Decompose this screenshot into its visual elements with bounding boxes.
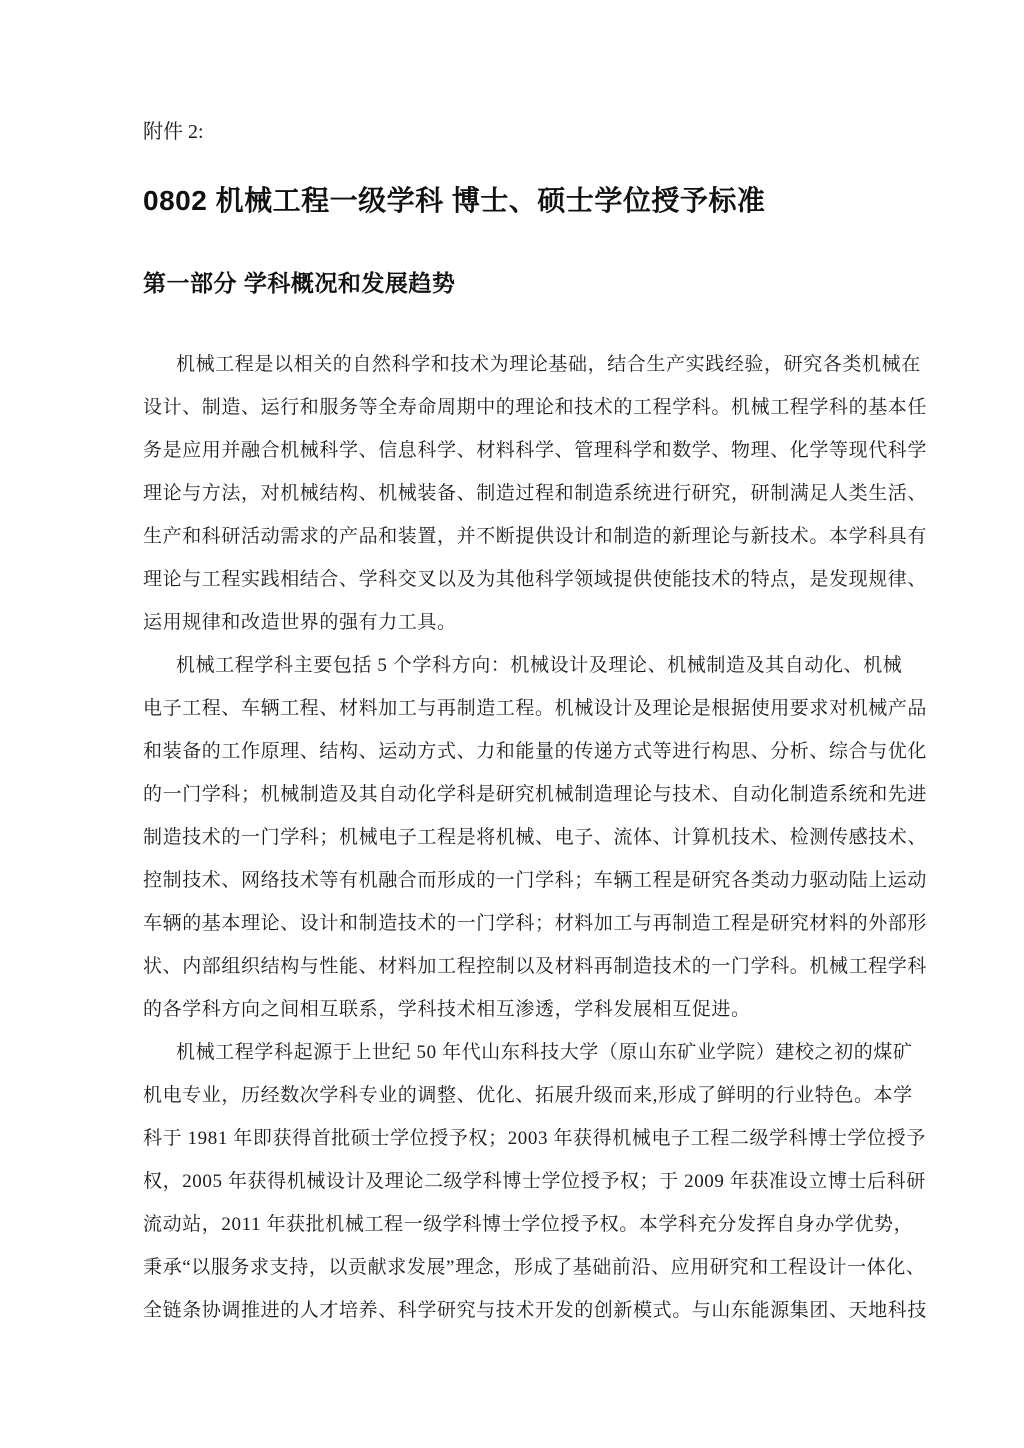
paragraph-line: 机械工程学科主要包括 5 个学科方向：机械设计及理论、机械制造及其自动化、机械 — [176, 655, 903, 676]
paragraph-line: 的一门学科；机械制造及其自动化学科是研究机械制造理论与技术、自动化制造系统和先进 — [143, 784, 928, 805]
attachment-label: 附件 2: — [143, 121, 204, 143]
section-heading: 第一部分 学科概况和发展趋势 — [143, 270, 456, 296]
paragraph-line: 车辆的基本理论、设计和制造技术的一门学科；材料加工与再制造工程是研究材料的外部形 — [143, 913, 928, 934]
paragraph-line: 科于 1981 年即获得首批硕士学位授予权；2003 年获得机械电子工程二级学科博士学位授予 — [143, 1128, 926, 1149]
paragraph-line: 全链条协调推进的人才培养、科学研究与技术开发的创新模式。与山东能源集团、天地科技 — [143, 1300, 928, 1321]
paragraph-line: 状、内部组织结构与性能、材料加工程控制以及材料再制造技术的一门学科。机械工程学科 — [143, 956, 928, 977]
paragraph-line: 的各学科方向之间相互联系，学科技术相互渗透，学科发展相互促进。 — [143, 999, 751, 1020]
paragraph-line: 流动站，2011 年获批机械工程一级学科博士学位授予权。本学科充分发挥自身办学优势， — [143, 1214, 914, 1235]
document-title: 0802 机械工程一级学科 博士、硕士学位授予标准 — [143, 185, 766, 216]
paragraph-line: 理论与工程实践相结合、学科交叉以及为其他科学领域提供使能技术的特点，是发现规律、 — [143, 569, 928, 590]
paragraph-line: 设计、制造、运行和服务等全寿命周期中的理论和技术的工程学科。机械工程学科的基本任 — [143, 397, 928, 418]
paragraph-line: 制造技术的一门学科；机械电子工程是将机械、电子、流体、计算机技术、检测传感技术、 — [143, 827, 928, 848]
document-content — [143, 0, 928, 1332]
paragraph — [143, 644, 928, 1031]
paragraph-line: 生产和科研活动需求的产品和装置，并不断提供设计和制造的新理论与新技术。本学科具有 — [143, 526, 928, 547]
paragraph-line: 机械工程学科起源于上世纪 50 年代山东科技大学（原山东矿业学院）建校之初的煤矿 — [176, 1042, 913, 1063]
document-body — [143, 343, 928, 1332]
paragraph-line: 理论与方法，对机械结构、机械装备、制造过程和制造系统进行研究，研制满足人类生活、 — [143, 483, 928, 504]
paragraph-line: 务是应用并融合机械科学、信息科学、材料科学、管理科学和数学、物理、化学等现代科学 — [143, 440, 928, 461]
paragraph-line: 和装备的工作原理、结构、运动方式、力和能量的传递方式等进行构思、分析、综合与优化 — [143, 741, 928, 762]
paragraph-line: 机械工程是以相关的自然科学和技术为理论基础，结合生产实践经验，研究各类机械在 — [176, 354, 921, 375]
paragraph — [143, 343, 928, 644]
paragraph-line: 秉承“以服务求支持，以贡献求发展”理念，形成了基础前沿、应用研究和工程设计一体化、 — [143, 1257, 926, 1278]
paragraph-line: 运用规律和改造世界的强有力工具。 — [143, 612, 457, 633]
paragraph-line: 机电专业，历经数次学科专业的调整、优化、拓展升级而来,形成了鲜明的行业特色。本学 — [143, 1085, 913, 1106]
paragraph-line: 电子工程、车辆工程、材料加工与再制造工程。机械设计及理论是根据使用要求对机械产品 — [143, 698, 928, 719]
paragraph-line: 控制技术、网络技术等有机融合而形成的一门学科；车辆工程是研究各类动力驱动陆上运动 — [143, 870, 928, 891]
paragraph — [143, 1031, 928, 1332]
paragraph-line: 权，2005 年获得机械设计及理论二级学科博士学位授予权；于 2009 年获准设立博士后科研 — [143, 1171, 926, 1192]
